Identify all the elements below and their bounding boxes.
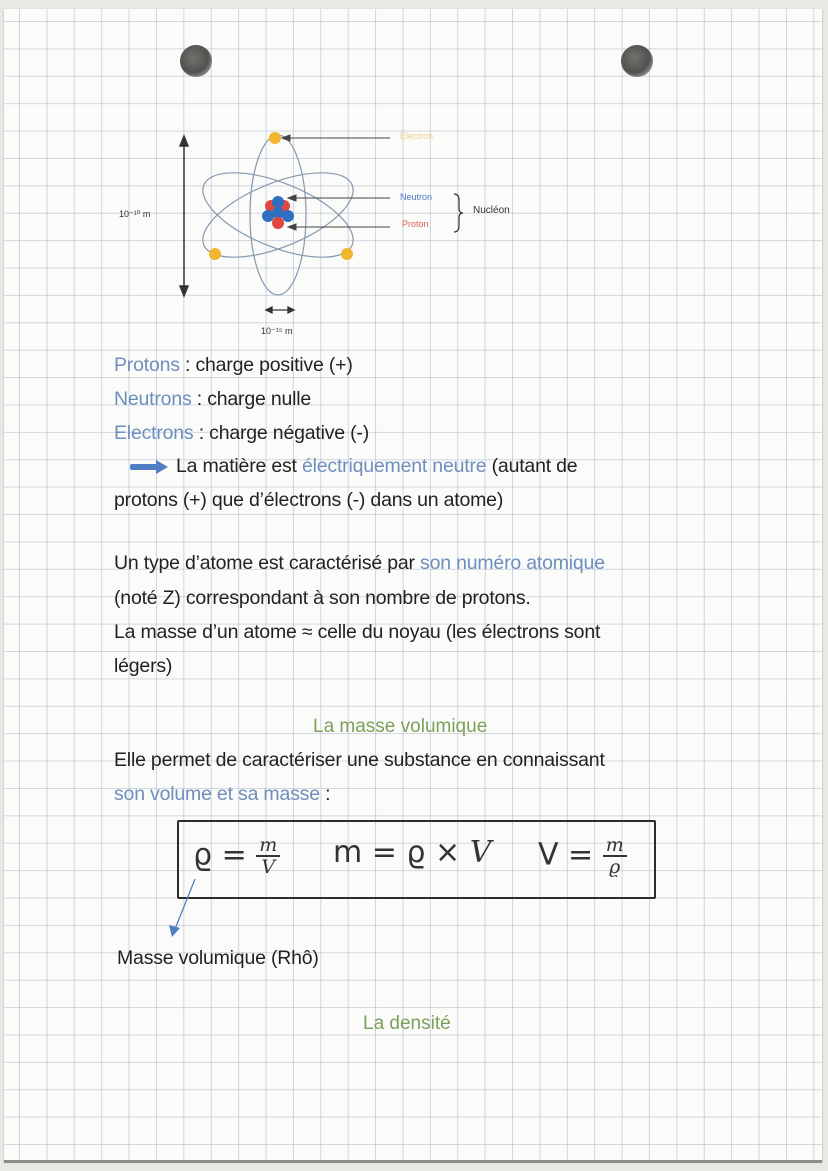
- conclusion-line: [130, 455, 577, 478]
- heading-masse-volumique: La masse volumique: [313, 716, 488, 737]
- annotation-arrow-icon: [165, 875, 205, 940]
- separator: :: [179, 354, 196, 376]
- atom-size-arrow: [180, 136, 188, 296]
- formula-text: m = ϱ ×: [333, 835, 470, 870]
- atomic-mass-line-1: La masse d’un atome ≈ celle du noyau (les électrons sont: [114, 621, 601, 643]
- highlight-atomic-number: son numéro atomique: [420, 552, 605, 574]
- nucleon-label: Nucléon: [473, 205, 510, 216]
- fraction: [603, 835, 627, 877]
- particle-name: Protons: [114, 354, 180, 376]
- heading-densite: La densité: [363, 1013, 451, 1034]
- charge-description: charge nulle: [207, 388, 312, 410]
- denominator: ϱ: [609, 856, 621, 878]
- formula-mass: [333, 835, 491, 870]
- conclusion-text-end: (autant de: [486, 455, 578, 477]
- electron-label: Electron: [400, 131, 434, 141]
- colon: :: [319, 783, 331, 805]
- atom-diagram: [100, 120, 560, 350]
- charge-description: charge négative (-): [209, 422, 370, 444]
- numerator: m: [603, 835, 627, 857]
- particle-name: Electrons: [114, 422, 194, 444]
- formula-volume: [538, 835, 627, 877]
- binder-hole-right: [621, 45, 653, 77]
- highlight-neutral: électriquement neutre: [301, 455, 487, 477]
- atomic-number-line-2: (noté Z) correspondant à son nombre de protons.: [114, 587, 531, 609]
- nucleus-size-label: 10⁻¹⁵ m: [261, 326, 293, 336]
- atomic-mass-line-2: légers): [114, 655, 173, 677]
- masse-volumique-line-1: Elle permet de caractériser une substance en connaissant: [114, 749, 605, 771]
- formula-rho: [193, 835, 280, 877]
- electrons: [209, 132, 353, 260]
- separator: :: [191, 388, 208, 410]
- separator: :: [193, 422, 210, 444]
- numerator: m: [256, 835, 280, 857]
- formula-lhs: V =: [538, 837, 594, 873]
- rho-annotation: Masse volumique (Rhô): [117, 947, 319, 969]
- charge-line-neutrons: [114, 388, 311, 411]
- masse-volumique-line-2: [114, 783, 330, 806]
- particle-name: Neutrons: [114, 388, 192, 410]
- denominator: V: [261, 856, 276, 878]
- atomic-number-line-1: [114, 552, 605, 575]
- nucleus: [262, 196, 294, 229]
- formula-lhs: ϱ =: [193, 837, 247, 873]
- formula-var: V: [469, 835, 492, 870]
- proton-label: Proton: [402, 219, 429, 229]
- conclusion-line-2: protons (+) que d’électrons (-) dans un atome): [114, 489, 504, 511]
- right-arrow-icon: [130, 460, 170, 474]
- charge-line-electrons: [114, 422, 369, 445]
- fraction: [256, 835, 280, 877]
- text: Un type d’atome est caractérisé par: [114, 552, 421, 574]
- conclusion-text: La matière est: [176, 455, 302, 477]
- charge-description: charge positive (+): [195, 354, 353, 376]
- atom-size-label: 10⁻¹⁰ m: [119, 209, 151, 219]
- neutron-label: Neutron: [400, 192, 433, 202]
- nucleon-brace: [454, 194, 463, 232]
- charge-line-protons: [114, 354, 353, 377]
- highlight-volume-masse: son volume et sa masse: [114, 783, 320, 805]
- nucleus-size-arrow: [266, 307, 294, 313]
- binder-hole-left: [180, 45, 212, 77]
